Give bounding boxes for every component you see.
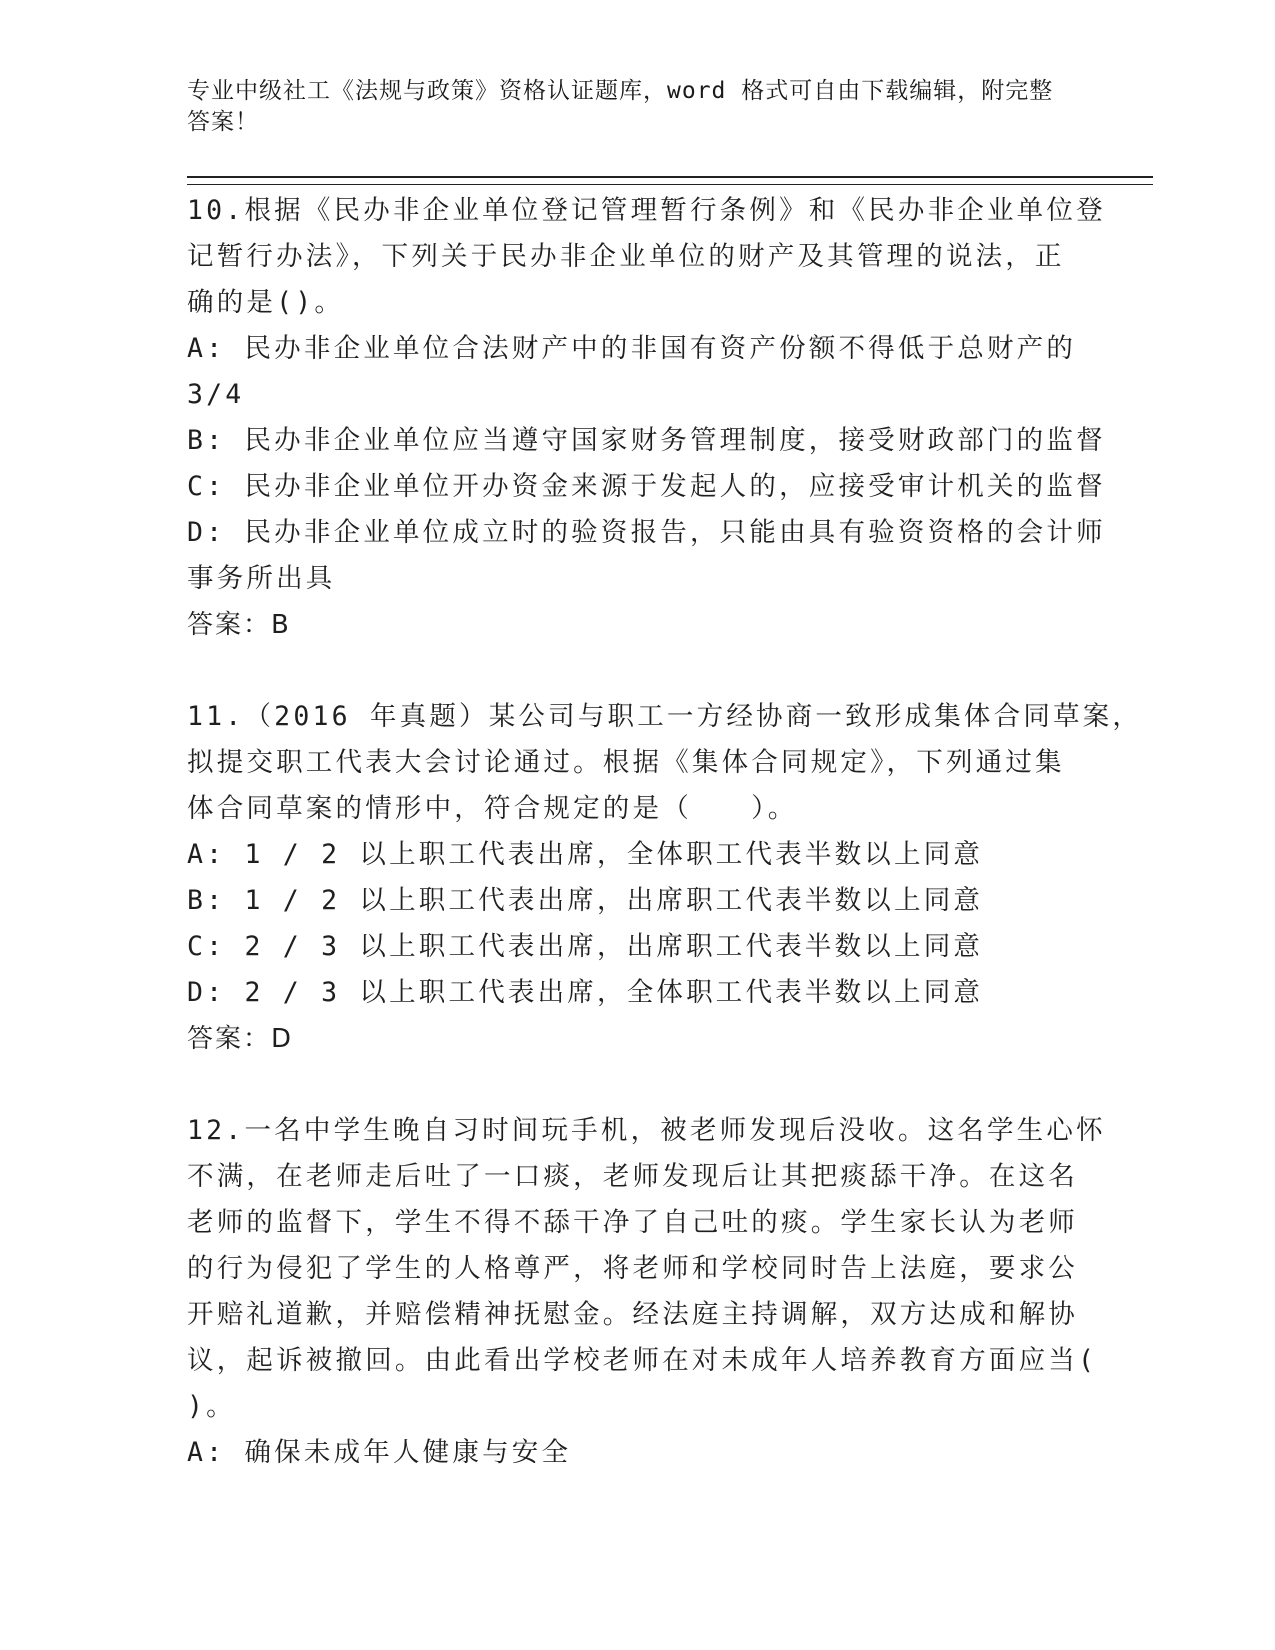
header-divider	[187, 176, 1153, 185]
answer-label: 答案：B	[187, 610, 291, 640]
question-text: 记暂行办法》，下列关于民办非企业单位的财产及其管理的说法，正	[187, 241, 1065, 272]
question-text: 12.一名中学生晚自习时间玩手机，被老师发现后没收。这名学生心怀	[187, 1115, 1106, 1146]
question-text: 开赔礼道歉，并赔偿精神抚慰金。经法庭主持调解，双方达成和解协	[187, 1299, 1078, 1330]
option-a: A: 确保未成年人健康与安全	[187, 1437, 572, 1468]
question-text: 拟提交职工代表大会讨论通过。根据《集体合同规定》，下列通过集	[187, 747, 1065, 778]
question-10	[187, 188, 1106, 648]
page-header	[187, 76, 1087, 138]
spacer	[187, 648, 1077, 694]
question-list	[187, 188, 1143, 1476]
question-text: 不满，在老师走后吐了一口痰，老师发现后让其把痰舔干净。在这名	[187, 1161, 1078, 1192]
question-text: 11.（2016 年真题）某公司与职工一方经协商一致形成集体合同草案，	[187, 701, 1143, 732]
header-line: 答案！	[187, 109, 259, 135]
option-b: B: 民办非企业单位应当遵守国家财务管理制度，接受财政部门的监督	[187, 425, 1106, 456]
question-text: 老师的监督下，学生不得不舔干净了自己吐的痰。学生家长认为老师	[187, 1207, 1078, 1238]
option-d: D: 民办非企业单位成立时的验资报告，只能由具有验资资格的会计师	[187, 517, 1106, 548]
option-a: A: 1 / 2 以上职工代表出席，全体职工代表半数以上同意	[187, 839, 984, 870]
spacer	[187, 1062, 1077, 1108]
option-d: D: 2 / 3 以上职工代表出席，全体职工代表半数以上同意	[187, 977, 984, 1008]
option-c: C: 2 / 3 以上职工代表出席，出席职工代表半数以上同意	[187, 931, 984, 962]
option-d-continued: 事务所出具	[187, 563, 336, 594]
question-text: 确的是()。	[187, 287, 345, 318]
question-11	[187, 694, 1143, 1062]
header-line: 专业中级社工《法规与政策》资格认证题库，word 格式可自由下载编辑，附完整	[187, 78, 1054, 104]
option-b: B: 1 / 2 以上职工代表出席，出席职工代表半数以上同意	[187, 885, 984, 916]
option-a-continued: 3/4	[187, 379, 245, 410]
question-text: )。	[187, 1391, 236, 1422]
question-12	[187, 1108, 1106, 1476]
question-text: 的行为侵犯了学生的人格尊严，将老师和学校同时告上法庭，要求公	[187, 1253, 1078, 1284]
question-text: 议，起诉被撤回。由此看出学校老师在对未成年人培养教育方面应当(	[187, 1345, 1098, 1376]
question-text: 体合同草案的情形中，符合规定的是（ ）。	[187, 793, 798, 824]
question-text: 10.根据《民办非企业单位登记管理暂行条例》和《民办非企业单位登	[187, 195, 1106, 226]
option-a: A: 民办非企业单位合法财产中的非国有资产份额不得低于总财产的	[187, 333, 1077, 364]
answer-label: 答案：D	[187, 1024, 294, 1054]
option-c: C: 民办非企业单位开办资金来源于发起人的，应接受审计机关的监督	[187, 471, 1106, 502]
